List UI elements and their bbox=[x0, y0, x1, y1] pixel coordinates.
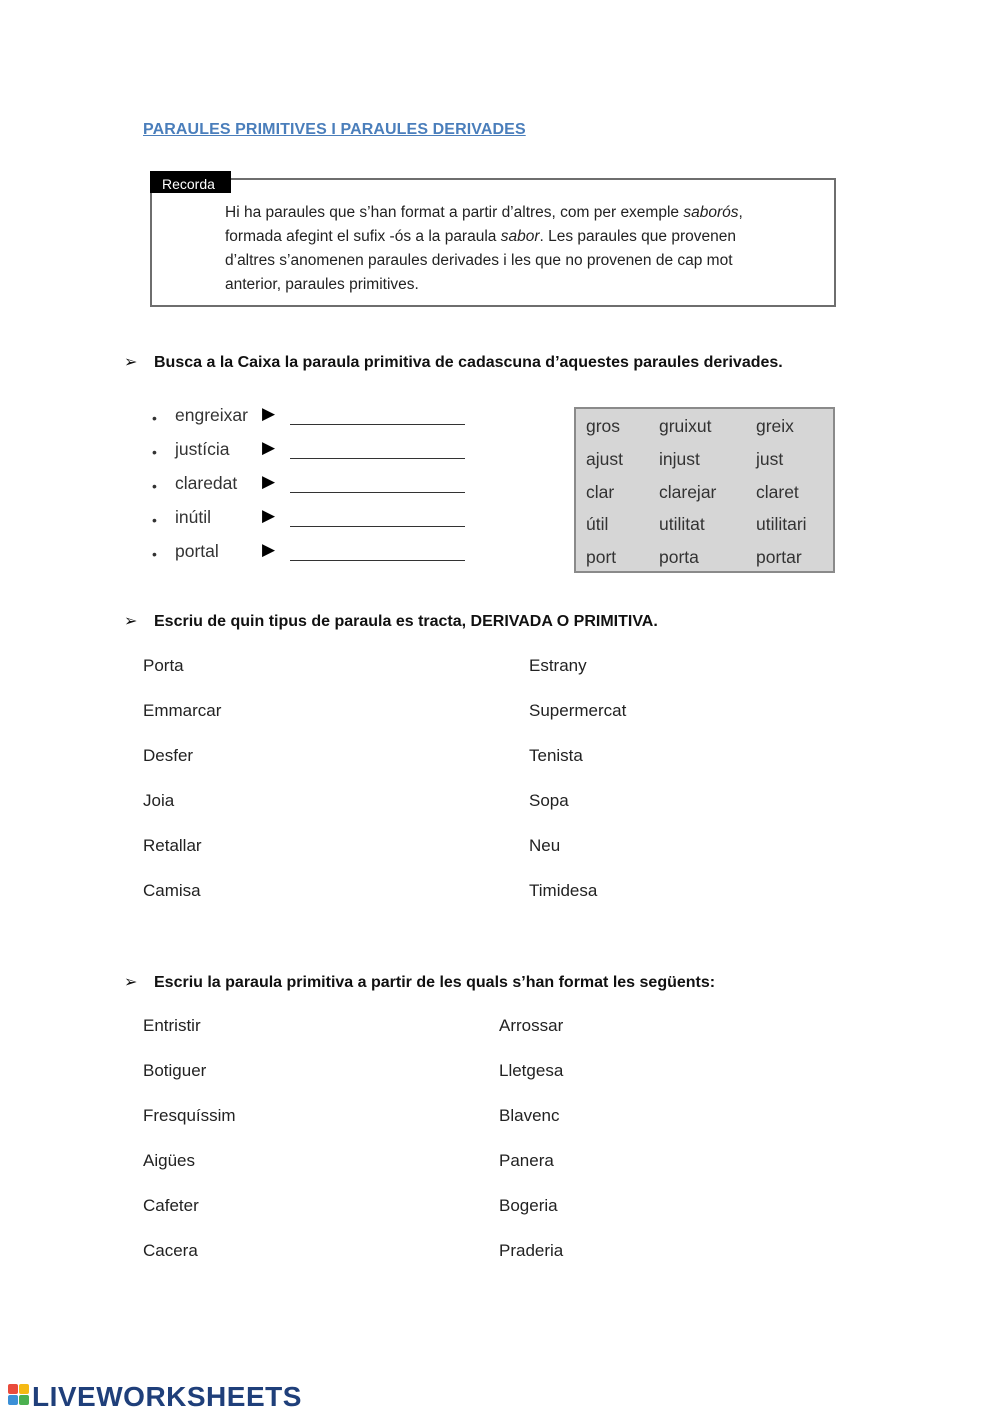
arrow-bullet-icon: ➢ bbox=[124, 974, 138, 991]
box-word: just bbox=[756, 449, 784, 469]
answer-line[interactable] bbox=[290, 424, 465, 425]
box-word: claret bbox=[756, 482, 799, 502]
box-word: clarejar bbox=[659, 482, 717, 502]
recorda-text: Hi ha paraules que s’han format a partir d’altres, com per exemple saborós, formada afegint el sufix -ós a la paraula sabor. Les paraules que provenen d’altres s’anomenen paraules derivades i les que no provenen de cap mot anterior, paraules primitives. bbox=[225, 204, 743, 293]
list-item: Emmarcar bbox=[143, 701, 222, 720]
list-item: Camisa bbox=[143, 881, 201, 900]
list-item: Arrossar bbox=[499, 1016, 564, 1035]
list-item: • inútil ▶ bbox=[152, 504, 472, 538]
box-word: portar bbox=[756, 547, 802, 567]
pointer-icon: ▶ bbox=[262, 438, 276, 457]
list-item: Joia bbox=[143, 791, 175, 810]
footer-logo-text[interactable]: LIVEWORKSHEETS bbox=[32, 1381, 302, 1412]
box-word: utilitat bbox=[659, 514, 705, 534]
list-item: • justícia ▶ bbox=[152, 436, 472, 470]
box-word: utilitari bbox=[756, 514, 807, 534]
list-item: Cafeter bbox=[143, 1196, 199, 1215]
arrow-bullet-icon: ➢ bbox=[124, 354, 138, 371]
pointer-icon: ▶ bbox=[262, 540, 276, 559]
box-word: gros bbox=[586, 416, 621, 436]
answer-line[interactable] bbox=[290, 526, 465, 527]
answer-line[interactable] bbox=[290, 492, 465, 493]
bullet-icon: • bbox=[152, 444, 157, 460]
box-word: port bbox=[586, 547, 617, 567]
list-item: Blavenc bbox=[499, 1106, 560, 1125]
box-word: injust bbox=[659, 449, 700, 469]
liveworksheets-logo-icon bbox=[8, 1384, 30, 1406]
list-item: Estrany bbox=[529, 656, 587, 675]
word-box bbox=[574, 407, 835, 573]
list-item: Desfer bbox=[143, 746, 194, 765]
list-item: Praderia bbox=[499, 1241, 564, 1260]
list-item: • portal ▶ bbox=[152, 538, 472, 572]
box-word: útil bbox=[586, 514, 609, 534]
list-item: Cacera bbox=[143, 1241, 198, 1260]
list-item: Fresquíssim bbox=[143, 1106, 236, 1125]
list-item: Tenista bbox=[529, 746, 583, 765]
list-item: • engreixar ▶ bbox=[152, 402, 472, 436]
box-word: ajust bbox=[586, 449, 623, 469]
bullet-icon: • bbox=[152, 546, 157, 562]
list-item: Lletgesa bbox=[499, 1061, 564, 1080]
recorda-label: Recorda bbox=[150, 171, 231, 193]
question-1: ➢ Busca a la Caixa la paraula primitiva de cadascuna d’aquestes paraules derivades. bbox=[124, 354, 783, 371]
bullet-icon: • bbox=[152, 478, 157, 494]
box-word: gruixut bbox=[659, 416, 712, 436]
question-2: ➢ Escriu de quin tipus de paraula es tracta, DERIVADA O PRIMITIVA. bbox=[124, 613, 658, 630]
bullet-icon: • bbox=[152, 410, 157, 426]
pointer-icon: ▶ bbox=[262, 472, 276, 491]
list-item: Supermercat bbox=[529, 701, 627, 720]
list-item: Retallar bbox=[143, 836, 202, 855]
list-item: Aigües bbox=[143, 1151, 195, 1170]
list-item: Botiguer bbox=[143, 1061, 207, 1080]
list-item: Neu bbox=[529, 836, 561, 855]
arrow-bullet-icon: ➢ bbox=[124, 613, 138, 630]
question-3: ➢ Escriu la paraula primitiva a partir de les quals s’han format les següents: bbox=[124, 974, 716, 991]
list-item: Sopa bbox=[529, 791, 569, 810]
list-item: Porta bbox=[143, 656, 184, 675]
list-item: Bogeria bbox=[499, 1196, 558, 1215]
page-title: PARAULES PRIMITIVES I PARAULES DERIVADES bbox=[143, 121, 526, 138]
pointer-icon: ▶ bbox=[262, 404, 276, 423]
list-item: Panera bbox=[499, 1151, 554, 1170]
list-item: • claredat ▶ bbox=[152, 470, 472, 504]
box-word: greix bbox=[756, 416, 794, 436]
answer-line[interactable] bbox=[290, 458, 465, 459]
list-item: Timidesa bbox=[529, 881, 598, 900]
bullet-icon: • bbox=[152, 512, 157, 528]
pointer-icon: ▶ bbox=[262, 506, 276, 525]
box-word: clar bbox=[586, 482, 615, 502]
box-word: porta bbox=[659, 547, 699, 567]
answer-line[interactable] bbox=[290, 560, 465, 561]
list-item: Entristir bbox=[143, 1016, 201, 1035]
